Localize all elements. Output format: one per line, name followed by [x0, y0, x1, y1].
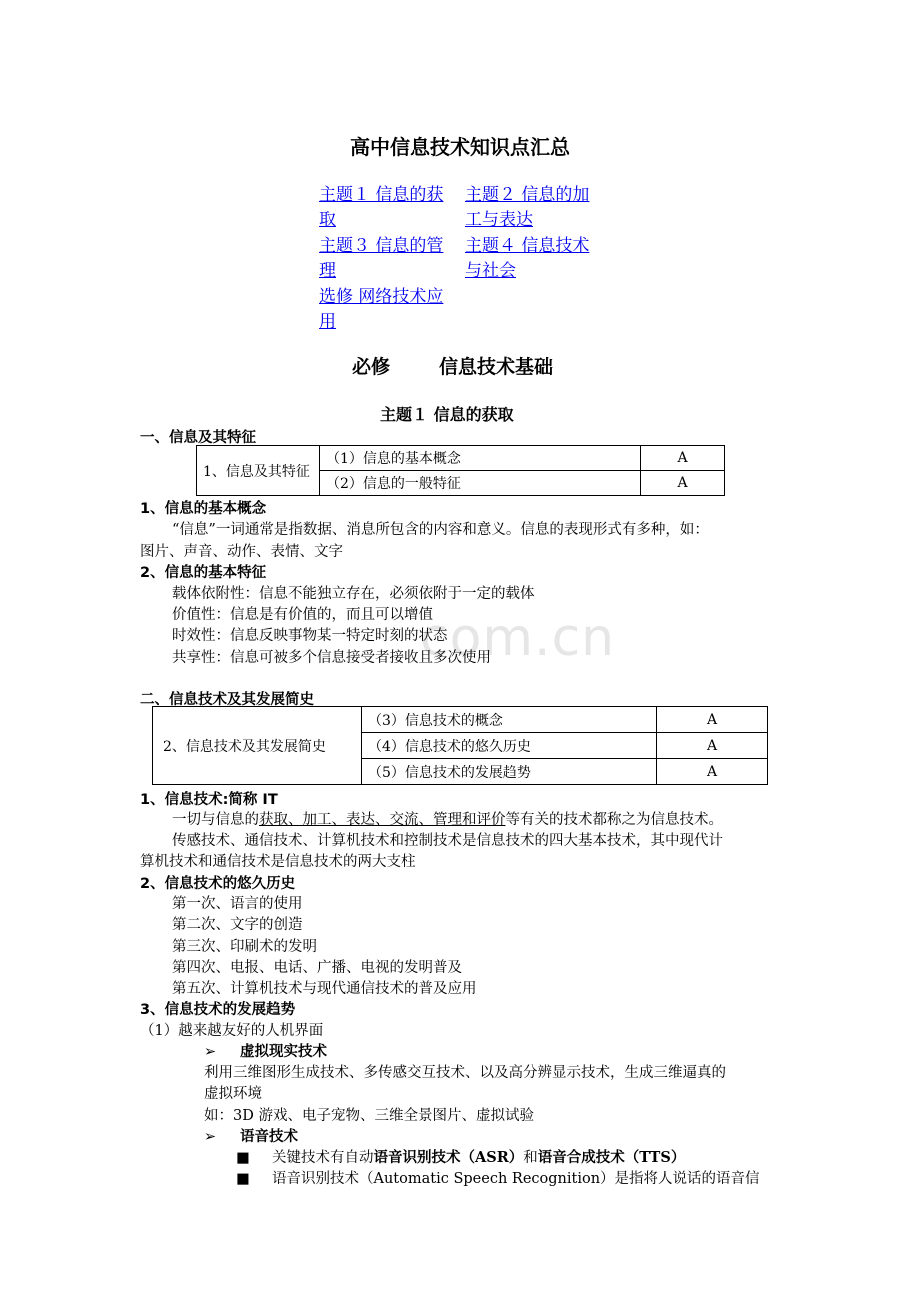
paragraph: 一切与信息的获取、加工、表达、交流、管理和评价等有关的技术都称之为信息技术。 — [172, 812, 723, 828]
subheading-it-trends: 3、信息技术的发展趋势 — [140, 1002, 296, 1018]
paragraph: “信息”一词通常是指数据、消息所包含的内容和意义。信息的表现形式有多种，如： — [172, 522, 709, 538]
subheading-it-history: 2、信息技术的悠久历史 — [140, 876, 296, 892]
list-item: ■ 关键技术有自动语音识别技术（ASR）和语音合成技术（TTS） — [236, 1149, 686, 1166]
list-item: （1）越来越友好的人机界面 — [140, 1023, 324, 1039]
arrow-bullet-icon: ➢ — [204, 1044, 217, 1060]
list-item: 第二次、文字的创造 — [172, 917, 303, 933]
table-item-cell: （5）信息技术的发展趋势 — [362, 759, 657, 785]
document-title: 高中信息技术知识点汇总 — [350, 135, 570, 159]
paragraph: 算机技术和通信技术是信息技术的两大支柱 — [140, 854, 416, 870]
watermark: com.cn — [420, 608, 616, 668]
paragraph: 图片、声音、动作、表情、文字 — [140, 544, 343, 560]
toc-link-topic1[interactable]: 主题１ 信息的获 取 — [319, 185, 444, 230]
list-item: 时效性：信息反映事物某一特定时刻的状态 — [172, 628, 448, 644]
toc-link-topic3[interactable]: 主题３ 信息的管 理 — [319, 236, 444, 281]
table-group-cell: 1、信息及其特征 — [197, 446, 320, 496]
toc-link-topic2[interactable]: 主题２ 信息的加 工与表达 — [465, 185, 590, 230]
list-item: ➢ 虚拟现实技术 — [204, 1044, 327, 1060]
table-level-cell: A — [657, 759, 768, 785]
list-item: 第三次、印刷术的发明 — [172, 939, 317, 955]
square-bullet-icon: ■ — [236, 1171, 250, 1187]
topic1-title: 主题１ 信息的获取 — [380, 405, 514, 424]
arrow-bullet-icon: ➢ — [204, 1129, 217, 1145]
paragraph: 虚拟环境 — [204, 1086, 262, 1102]
list-item: ➢ 语音技术 — [204, 1129, 298, 1145]
paragraph: 如：3D 游戏、电子宠物、三维全景图片、虚拟试验 — [204, 1108, 534, 1124]
section2-table — [152, 706, 768, 785]
compulsory-label: 必修 — [352, 356, 391, 378]
table-item-cell: （2）信息的一般特征 — [320, 471, 641, 496]
list-item: ■ 语音识别技术（Automatic Speech Recognition）是指将人说话的语音信 — [236, 1171, 760, 1187]
subheading-info-features: 2、信息的基本特征 — [140, 565, 267, 581]
square-bullet-icon: ■ — [236, 1150, 250, 1166]
paragraph: 传感技术、通信技术、计算机技术和控制技术是信息技术的四大基本技术，其中现代计 — [172, 833, 723, 849]
section1-table — [196, 445, 725, 496]
table-item-cell: （4）信息技术的悠久历史 — [362, 733, 657, 759]
paragraph: 利用三维图形生成技术、多传感交互技术、以及高分辨显示技术，生成三维逼真的 — [204, 1065, 726, 1081]
compulsory-course-title: 信息技术基础 — [439, 356, 554, 378]
table-item-cell: （3）信息技术的概念 — [362, 707, 657, 733]
list-item: 第四次、电报、电话、广播、电视的发明普及 — [172, 960, 462, 976]
table-item-cell: （1）信息的基本概念 — [320, 446, 641, 471]
subheading-info-concept: 1、信息的基本概念 — [140, 501, 267, 517]
list-item: 载体依附性：信息不能独立存在，必须依附于一定的载体 — [172, 586, 535, 602]
list-item: 第五次、计算机技术与现代通信技术的普及应用 — [172, 981, 477, 997]
section2-heading: 二、信息技术及其发展简史 — [140, 692, 314, 708]
table-level-cell: A — [641, 446, 725, 471]
table-level-cell: A — [641, 471, 725, 496]
toc-link-topic4[interactable]: 主题４ 信息技术 与社会 — [465, 236, 590, 281]
list-item: 共享性：信息可被多个信息接受者接收且多次使用 — [172, 650, 491, 666]
toc-link-elective[interactable]: 选修 网络技术应 用 — [319, 287, 444, 332]
list-item: 第一次、语言的使用 — [172, 896, 303, 912]
list-item: 价值性：信息是有价值的，而且可以增值 — [172, 607, 433, 623]
section1-heading: 一、信息及其特征 — [140, 430, 256, 446]
table-level-cell: A — [657, 733, 768, 759]
subheading-it-definition: 1、信息技术:简称 IT — [140, 792, 278, 808]
table-group-cell: 2、信息技术及其发展简史 — [153, 707, 362, 785]
table-level-cell: A — [657, 707, 768, 733]
